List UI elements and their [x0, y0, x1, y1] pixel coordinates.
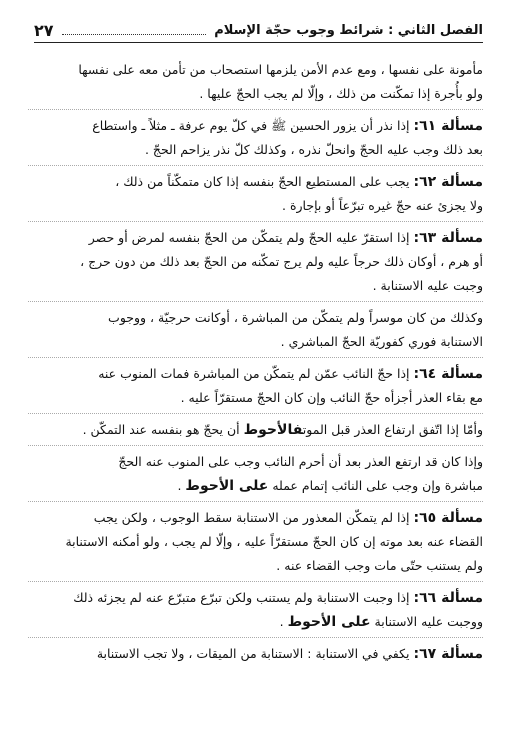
issue-label: مسألة ٦٦:: [413, 590, 483, 606]
page-number: ٢٧: [34, 20, 54, 40]
issue-62: مسألة ٦٢: يجب على المستطيع الحجّ بنفسه إذا كان متمكّناً من ذلك ، ولا يجزئ عنه حجّ غيره تبرّعاً أو بإجارة .: [115, 174, 483, 213]
issue-label: مسألة ٦٤:: [413, 366, 483, 382]
page-body: [28, 58, 483, 666]
precaution-term: فالأحوط: [243, 422, 303, 438]
issue-63: مسألة ٦٣: إذا استقرّ عليه الحجّ ولم يتمكّن من الحجّ بنفسه لمرض أو حصر أو هرم ، أوكان ذلك حرجاً عليه ولم يرج تمكّنه من الحجّ بعد ذلك من دون حرج ، وجبت عليه الاستنابة .: [80, 230, 483, 293]
chapter-title: الفصل الثاني : شرائط وجوب حجّة الإسلام: [214, 22, 483, 38]
issue-label: مسألة ٦٣:: [413, 230, 483, 246]
paragraph: وكذلك من كان موسراً ولم يتمكّن من المباشرة ، أوكانت حرجيّة ، ووجوب الاستنابة فوري كفوريّة الحجّ المباشري .: [108, 310, 483, 349]
issue-65: مسألة ٦٥: إذا لم يتمكّن المعذور من الاستنابة سقط الوجوب ، ولكن يجب القضاء عنه بعد موته إن كان الحجّ مستقرّاً عليه ، وإلّا لم يجب ، ولو أمكنه الاستنابة ولم يستنب حتّى مات وجب القضاء عنه .: [65, 510, 483, 573]
issue-label: مسألة ٦٢:: [413, 174, 483, 190]
issue-67: مسألة ٦٧: يكفي في الاستنابة : الاستنابة من الميقات ، ولا تجب الاستنابة: [96, 646, 483, 662]
running-header: [34, 18, 483, 43]
paragraph: وأمّا إذا اتّفق ارتفاع العذر قبل الموتفالأحوط أن يحجّ هو بنفسه عند التمكّن .: [82, 422, 483, 438]
issue-61: مسألة ٦١: إذا نذر أن يزور الحسين ﷺ في كلّ يوم عرفة ـ مثلاً ـ واستطاع بعد ذلك وجب عليه الحجّ وانحلّ نذره ، وكذلك كلّ نذر يزاحم الحجّ .: [92, 118, 483, 157]
leader-dots: [62, 26, 207, 35]
issue-label: مسألة ٦٧:: [413, 646, 483, 662]
issue-66: مسألة ٦٦: إذا وجبت الاستنابة ولم يستنب ولكن تبرّع متبرّع عنه لم يجزئه ذلك ووجبت عليه الاستنابة على الأحوط .: [73, 590, 483, 630]
issue-label: مسألة ٦٥:: [413, 510, 483, 526]
paragraph: وإذا كان قد ارتفع العذر بعد أن أحرم النائب وجب على المنوب عنه الحجّ مباشرة وإن وجب على النائب إتمام عمله على الأحوط .: [118, 454, 483, 494]
precaution-term: على الأحوط: [287, 614, 371, 630]
issue-64: مسألة ٦٤: إذا حجّ النائب عمّن لم يتمكّن من المباشرة فمات المنوب عنه مع بقاء العذر أجزأه حجّ النائب وإن كان الحجّ مستقرّاً عليه .: [98, 366, 483, 405]
paragraph: مأمونة على نفسها ، ومع عدم الأمن يلزمها استصحاب من تأمن معه على نفسها ولو بأُجرة إذا تمكّنت من ذلك ، وإلّا لم يجب الحجّ عليها .: [78, 62, 483, 101]
issue-label: مسألة ٦١:: [413, 118, 483, 134]
precaution-term: على الأحوط: [185, 478, 269, 494]
